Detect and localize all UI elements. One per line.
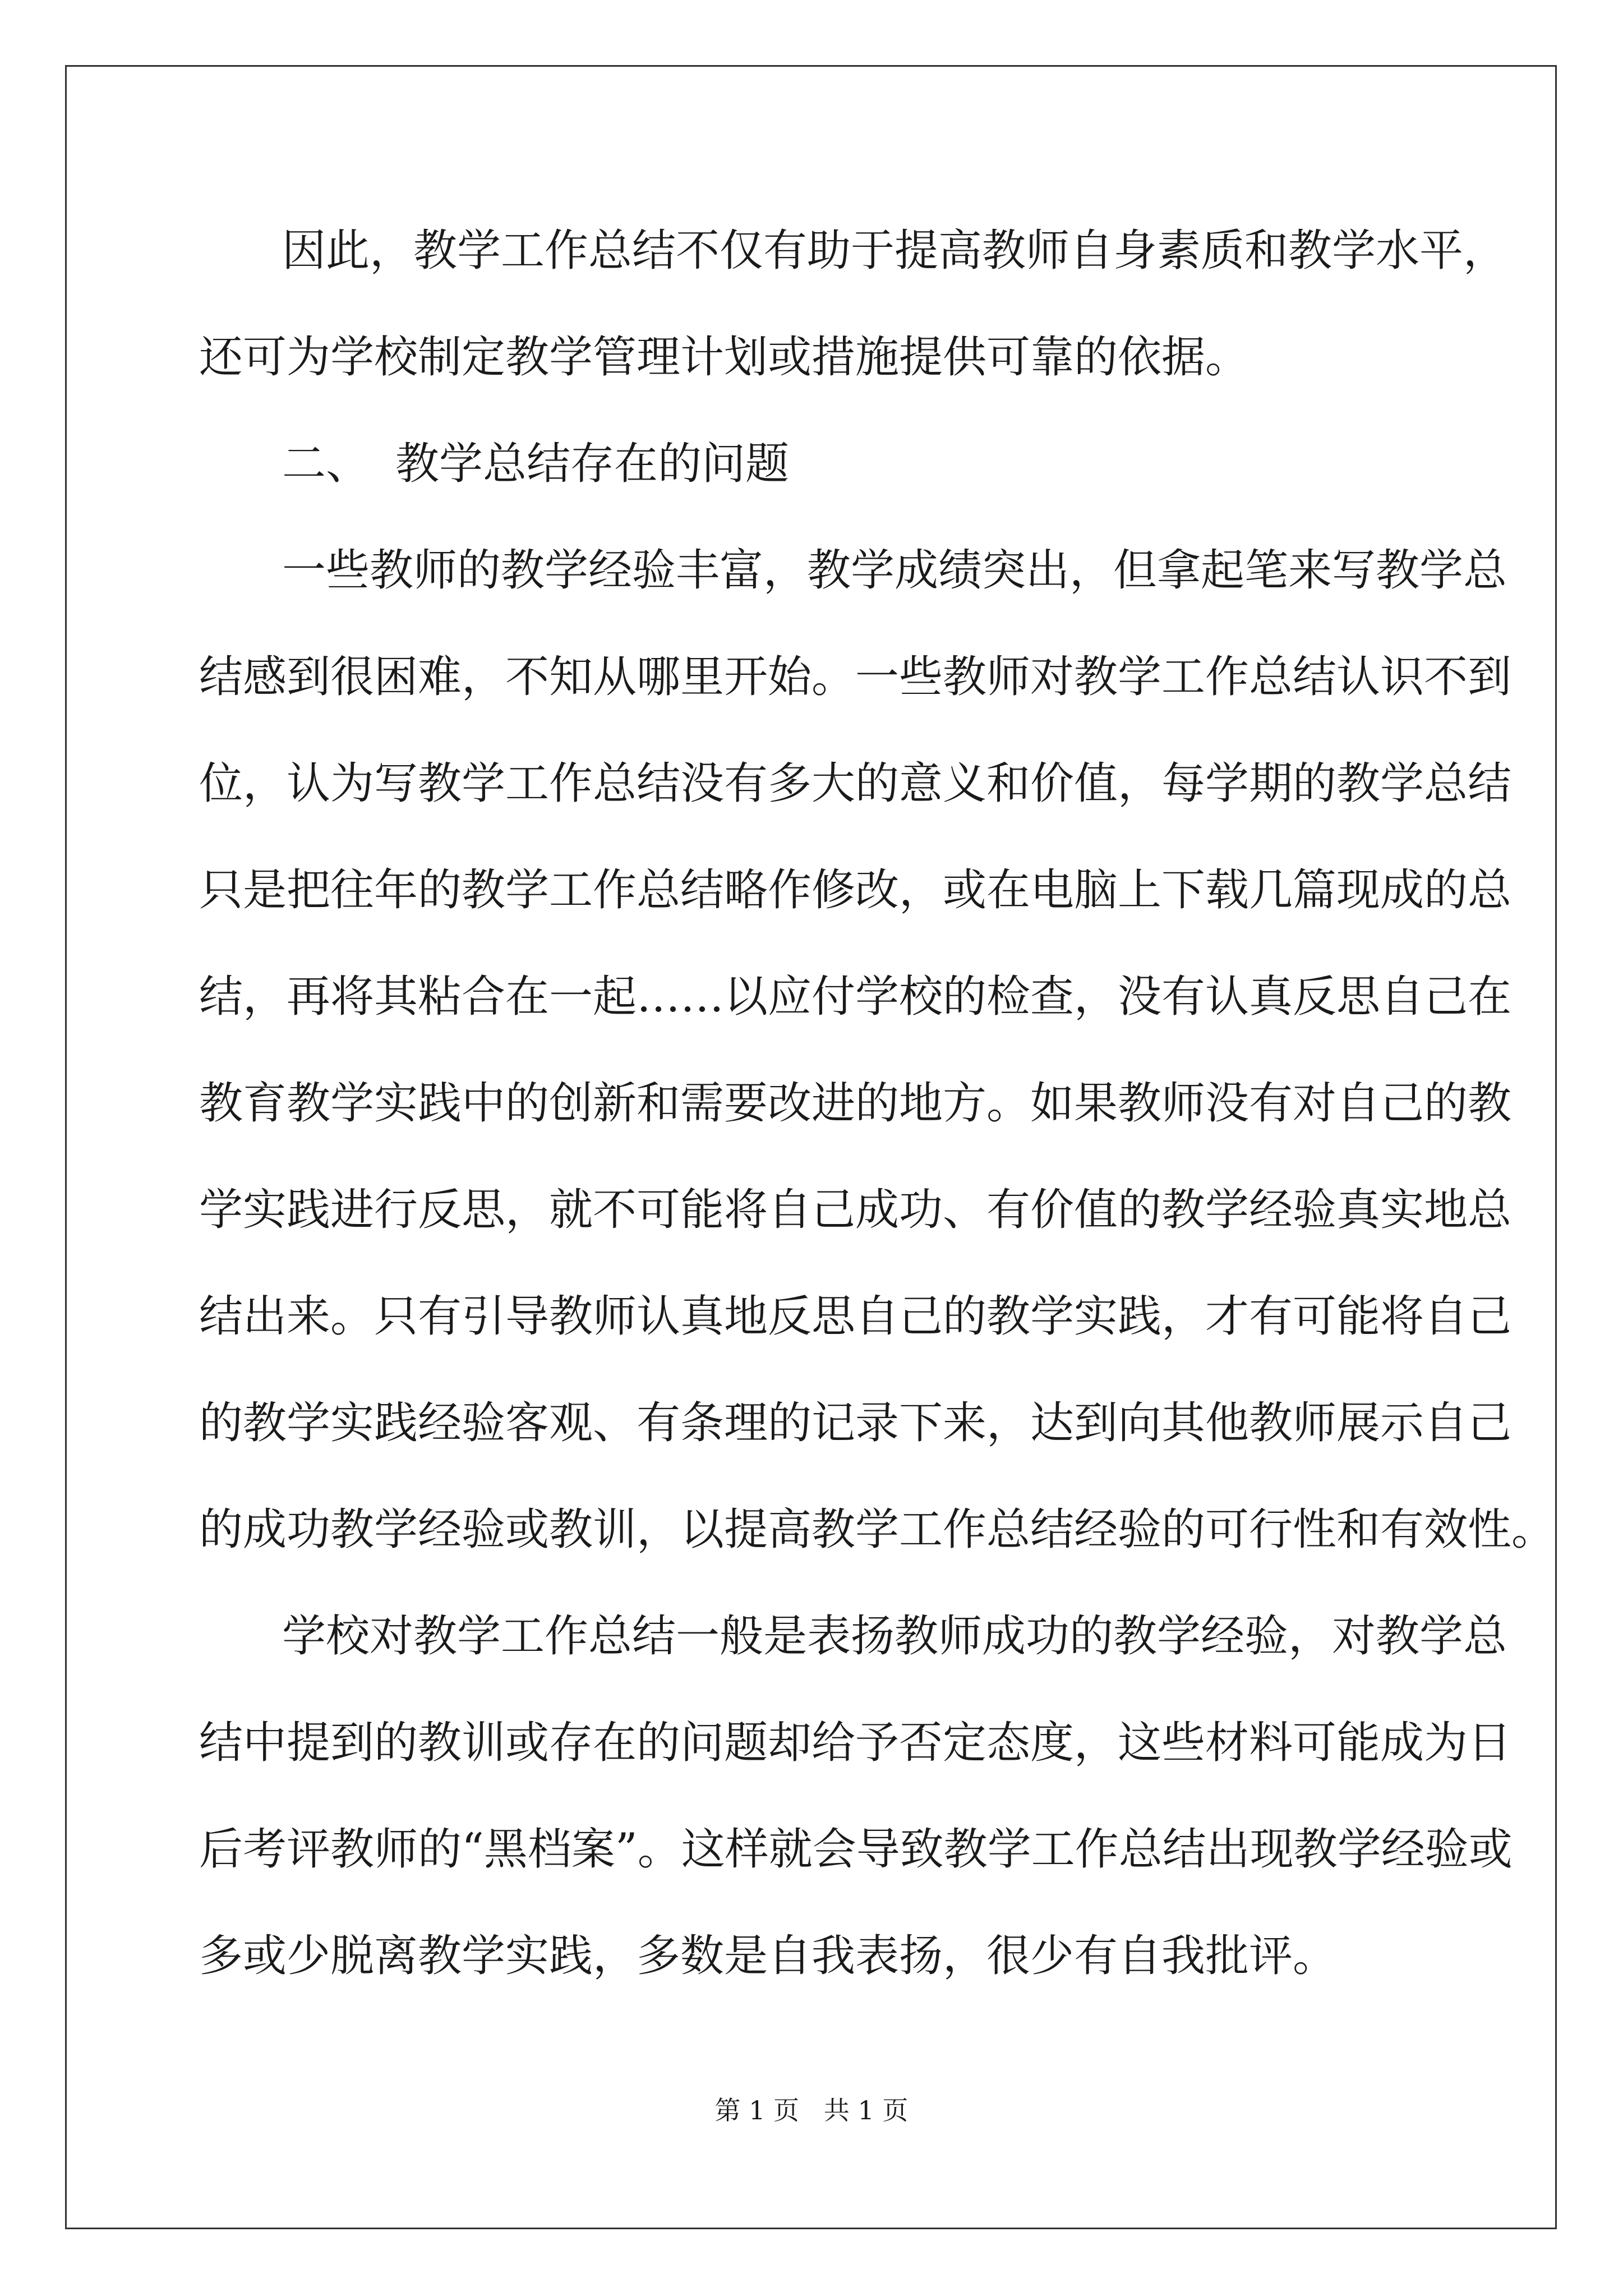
paragraph-2-line-8: 结出来。只有引导教师认真地反思自己的教学实践，才有可能将自己	[199, 1291, 1512, 1342]
section-heading-number: 二、	[282, 439, 370, 489]
paragraph-1-line-2: 还可为学校制定教学管理计划或措施提供可靠的依据。	[199, 332, 1249, 383]
paragraph-3-line-4: 多或少脱离教学实践，多数是自我表扬，很少有自我批评。	[199, 1931, 1337, 1981]
paragraph-2-line-3: 位，认为写教学工作总结没有多大的意义和价值，每学期的教学总结	[199, 758, 1512, 809]
paragraph-2-line-4: 只是把往年的教学工作总结略作修改，或在电脑上下载几篇现成的总	[199, 865, 1512, 915]
paragraph-3-line-3: 后考评教师的“黑档案”。这样就会导致教学工作总结出现教学经验或	[199, 1824, 1513, 1875]
paragraph-2-line-2: 结感到很困难，不知从哪里开始。一些教师对教学工作总结认识不到	[199, 652, 1512, 702]
paragraph-1-line-1: 因此，教学工作总结不仅有助于提高教师自身素质和教学水平，	[282, 226, 1507, 276]
paragraph-3-line-1: 学校对教学工作总结一般是表扬教师成功的教学经验，对教学总	[282, 1611, 1507, 1662]
paragraph-2-line-1: 一些教师的教学经验丰富，教学成绩突出，但拿起笔来写教学总	[282, 545, 1507, 596]
document-body	[199, 220, 1556, 2032]
paragraph-2-line-6: 教育教学实践中的创新和需要改进的地方。如果教师没有对自己的教	[199, 1078, 1512, 1129]
section-heading-title: 教学总结存在的问题	[395, 439, 790, 489]
section-heading	[199, 433, 1430, 540]
paragraph-2-line-7: 学实践进行反思，就不可能将自己成功、有价值的教学经验真实地总	[199, 1185, 1512, 1235]
paragraph-2-line-5: 结，再将其粘合在一起……以应付学校的检查，没有认真反思自己在	[199, 972, 1512, 1022]
paragraph-3-line-2: 结中提到的教训或存在的问题却给予否定态度，这些材料可能成为日	[199, 1718, 1512, 1768]
page-number-footer: 第 1 页 共 1 页	[714, 2095, 909, 2125]
paragraph-2-line-9: 的教学实践经验客观、有条理的记录下来，达到向其他教师展示自己	[199, 1398, 1512, 1448]
paragraph-2-line-10: 的成功教学经验或教训，以提高教学工作总结经验的可行性和有效性。	[199, 1504, 1556, 1555]
